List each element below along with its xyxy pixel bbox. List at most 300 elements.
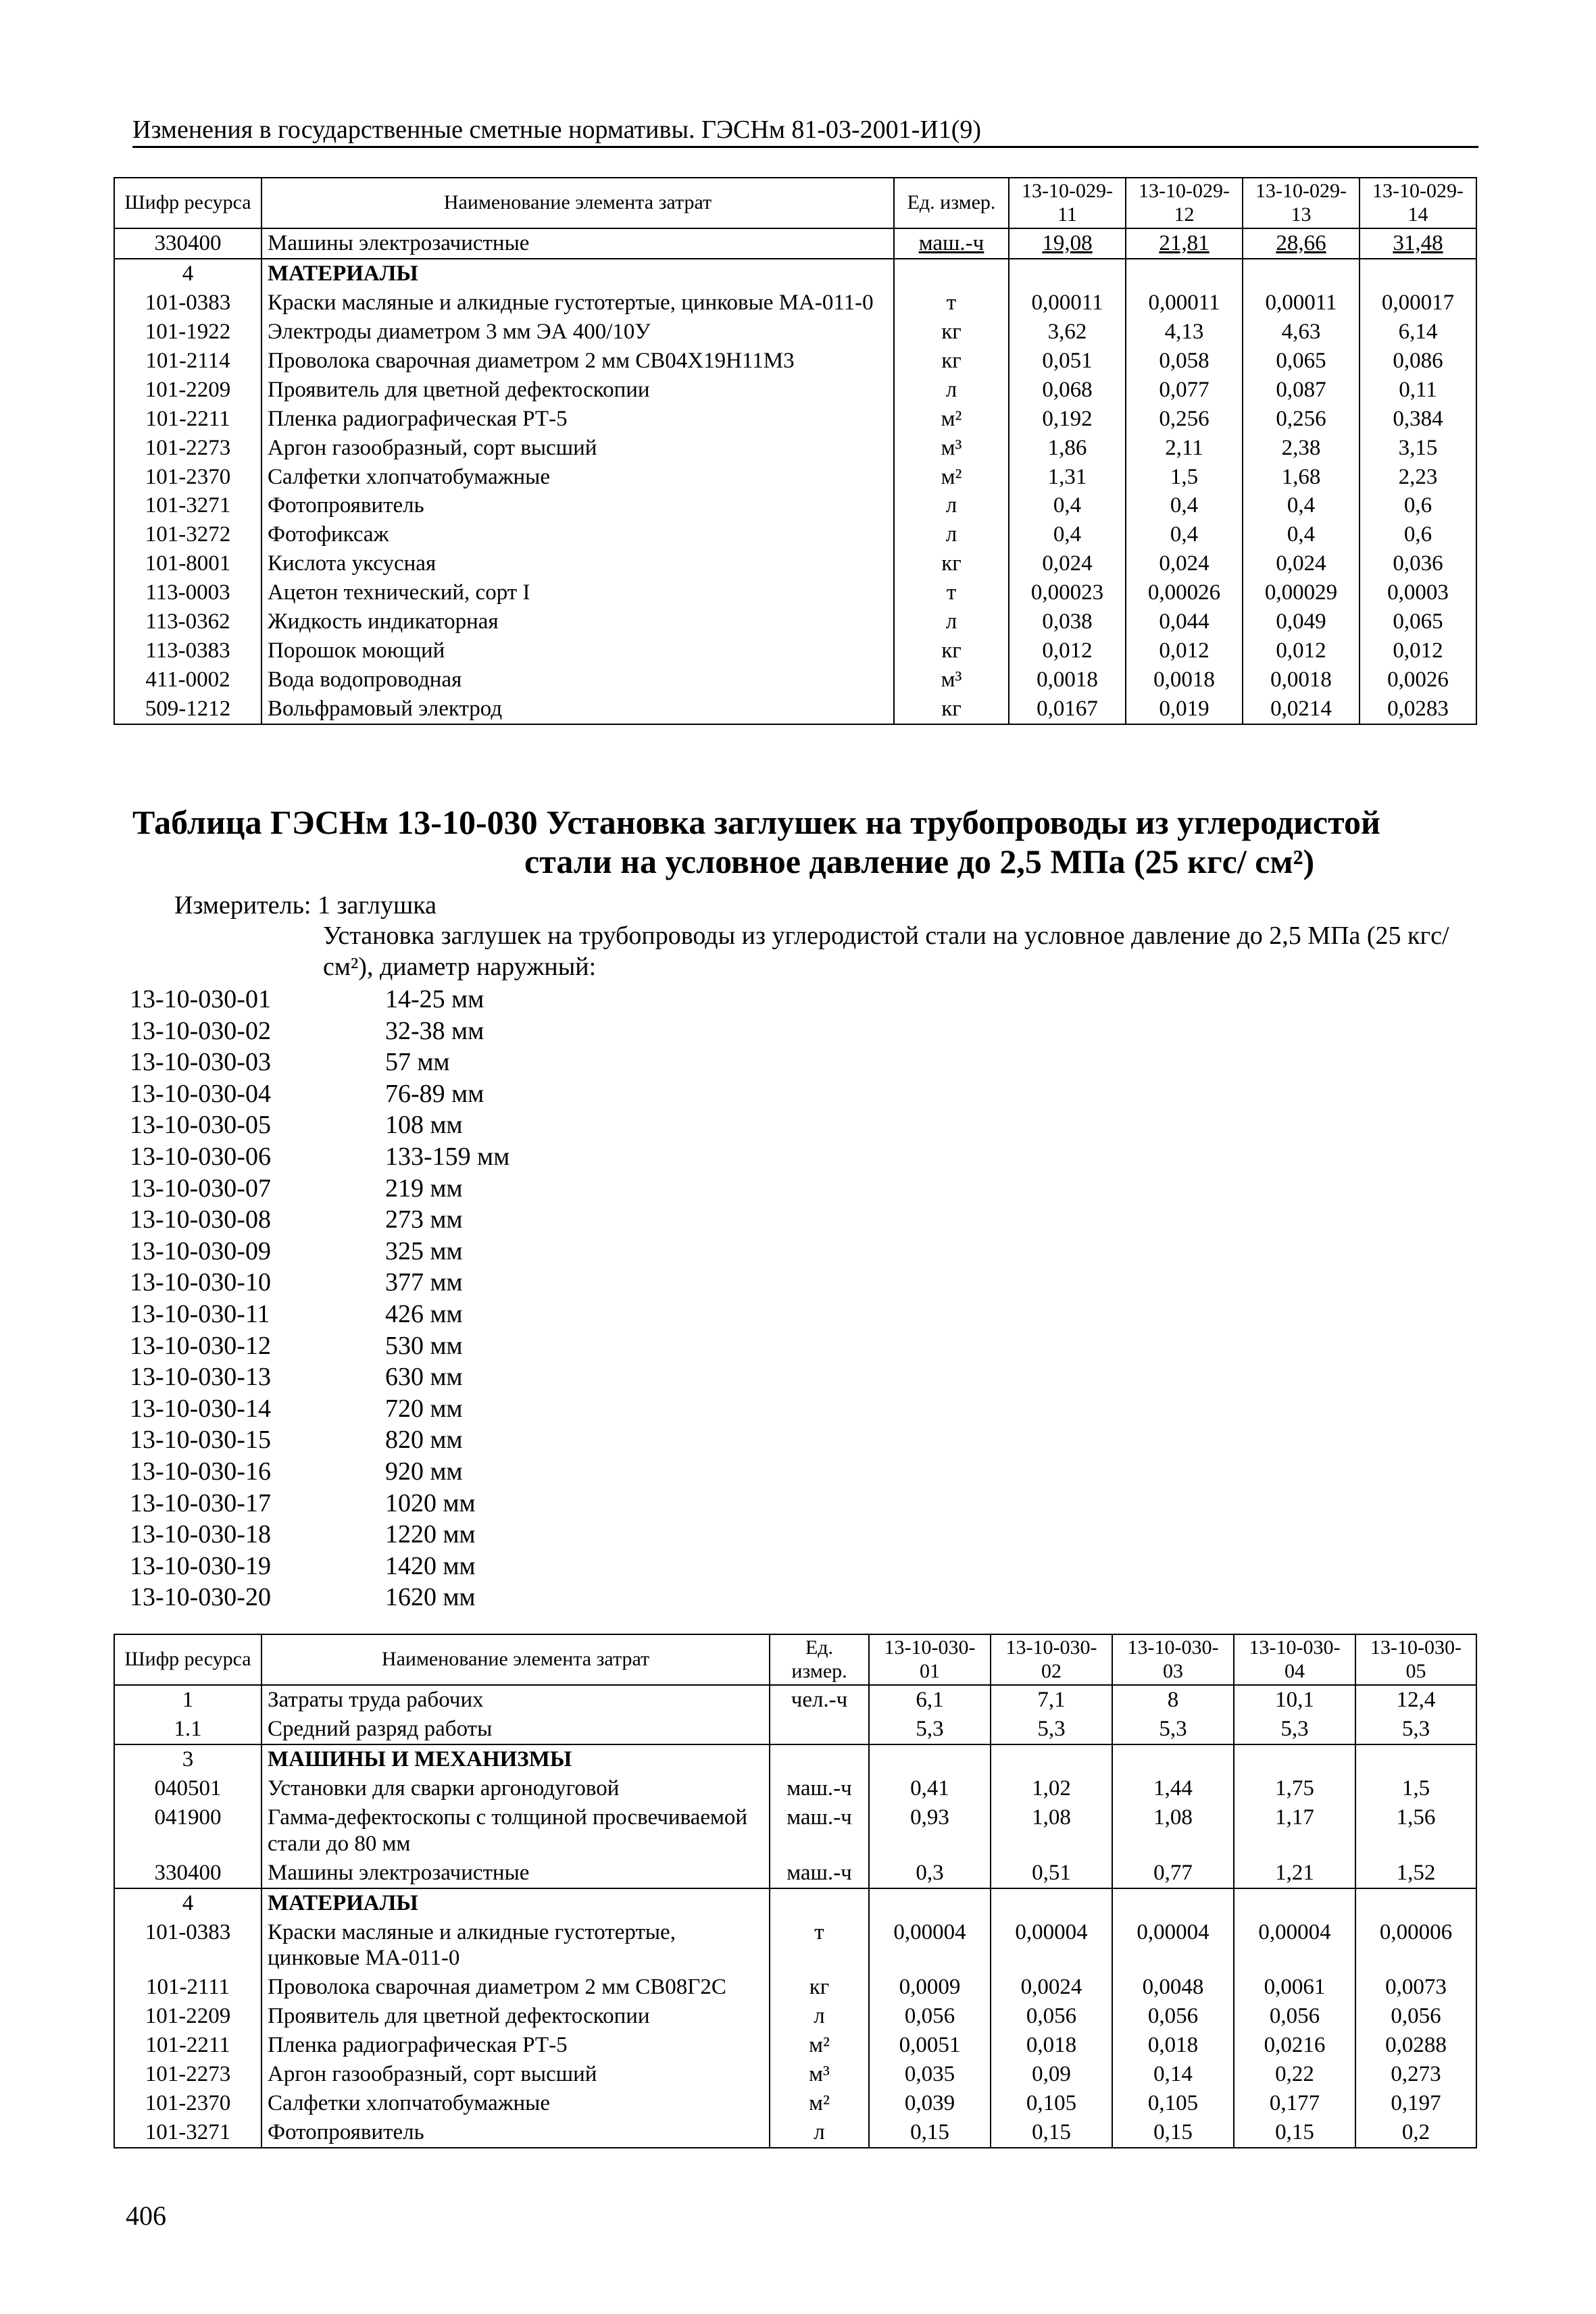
resource-name: Электроды диаметром 3 мм ЭА 400/10У — [261, 318, 894, 347]
norm-value: 0,012 — [1159, 638, 1210, 663]
unit-value: маш.-ч — [787, 1776, 852, 1801]
value-cell — [991, 1918, 1112, 1973]
value-cell — [1112, 2089, 1234, 2118]
norm-value: 1,31 — [1047, 464, 1087, 489]
resource-name: Аргон газообразный, сорт высший — [261, 2060, 770, 2089]
unit-cell — [894, 259, 1009, 288]
variant-diameter: 76-89 мм — [385, 1079, 484, 1108]
table-row — [114, 2002, 1476, 2031]
table-row — [114, 549, 1476, 578]
value-cell — [1360, 665, 1476, 695]
unit-cell — [770, 1859, 869, 1888]
value-cell — [1234, 1973, 1355, 2002]
value-cell — [869, 2089, 991, 2118]
value-cell — [1243, 520, 1360, 549]
value-cell — [1009, 288, 1126, 318]
value-cell — [1126, 695, 1243, 724]
variant-code: 13-10-030-02 — [130, 1016, 271, 1045]
value-cell — [1243, 607, 1360, 636]
norm-value: 0,00011 — [1265, 290, 1337, 315]
norm-value: 0,256 — [1159, 406, 1210, 431]
norm-value: 5,3 — [1159, 1716, 1187, 1741]
norm-value: 0,0048 — [1142, 1975, 1204, 2000]
norm-value: 0,0283 — [1387, 697, 1449, 721]
value-cell — [1243, 549, 1360, 578]
resource-name: Проволока сварочная диаметром 2 мм СВ04Х19Н11М3 — [261, 347, 894, 376]
norm-value: 1,17 — [1275, 1805, 1314, 1830]
norm-value: 0,197 — [1391, 2091, 1441, 2116]
value-cell — [1126, 578, 1243, 607]
value-cell — [1243, 491, 1360, 520]
variant-diameter: 32-38 мм — [385, 1016, 484, 1045]
table-title — [132, 803, 1389, 881]
table-row — [114, 1803, 1476, 1859]
unit-value: м³ — [941, 435, 962, 460]
resource-code: 101-2209 — [114, 376, 261, 405]
resource-code: 411-0002 — [114, 665, 261, 695]
value-cell — [1355, 1744, 1476, 1774]
value-cell — [1234, 2118, 1355, 2148]
unit-cell — [770, 1774, 869, 1803]
variant-code: 13-10-030-16 — [130, 1457, 271, 1486]
work-description: Установка заглушек на трубопроводы из углеродистой стали на условное давление до 2,5 МПа (25 кгс/ см²), диаметр наружный: — [323, 922, 1449, 981]
norm-value: 31,48 — [1393, 231, 1443, 255]
unit-value: м² — [941, 464, 962, 489]
value-cell — [1243, 434, 1360, 463]
unit-value: л — [945, 522, 957, 547]
value-cell — [991, 1774, 1112, 1803]
norm-value: 8 — [1167, 1688, 1179, 1712]
norm-value: 0,077 — [1159, 377, 1210, 402]
norm-value: 0,00004 — [1015, 1919, 1088, 1944]
variant-item — [130, 1173, 509, 1205]
value-cell — [1234, 1774, 1355, 1803]
value-cell — [1355, 1774, 1476, 1803]
unit-cell — [894, 376, 1009, 405]
value-cell — [1112, 1803, 1234, 1859]
variant-diameter: 1020 мм — [385, 1488, 476, 1517]
resource-code: 4 — [114, 1888, 261, 1918]
norm-value: 0,4 — [1170, 522, 1199, 547]
norm-value: 0,2 — [1401, 2120, 1430, 2145]
norm-value: 1,02 — [1032, 1776, 1071, 1801]
value-cell — [1355, 1918, 1476, 1973]
value-cell — [1126, 347, 1243, 376]
resource-code: 101-2370 — [114, 2089, 261, 2118]
value-cell — [869, 2002, 991, 2031]
variant-item — [130, 1330, 509, 1362]
unit-cell — [894, 578, 1009, 607]
value-cell — [1112, 2031, 1234, 2060]
variant-diameter: 133-159 мм — [385, 1142, 510, 1171]
value-cell — [1009, 549, 1126, 578]
value-cell — [1009, 665, 1126, 695]
resource-code: 330400 — [114, 228, 261, 259]
unit-value: л — [945, 493, 957, 518]
resource-code: 101-2111 — [114, 1973, 261, 2002]
value-cell — [869, 1859, 991, 1888]
resource-name: Ацетон технический, сорт I — [261, 578, 894, 607]
value-cell — [1355, 1803, 1476, 1859]
value-cell — [1009, 228, 1126, 259]
value-cell — [991, 2060, 1112, 2089]
value-cell — [1243, 665, 1360, 695]
header-col: 13-10-029-12 — [1126, 178, 1243, 228]
norm-value: 0,00004 — [1137, 1919, 1210, 1944]
resource-name: Проявитель для цветной дефектоскопии — [261, 376, 894, 405]
variant-item — [130, 1141, 509, 1173]
unit-value: маш.-ч — [787, 1860, 852, 1885]
table-row — [114, 578, 1476, 607]
norm-value: 0,51 — [1032, 1860, 1071, 1885]
variant-diameter: 14-25 мм — [385, 985, 484, 1013]
unit-value: т — [946, 580, 957, 605]
unit-cell — [894, 288, 1009, 318]
unit-cell — [770, 1715, 869, 1744]
value-cell — [991, 1744, 1112, 1774]
unit-cell — [894, 636, 1009, 665]
variant-diameter: 325 мм — [385, 1236, 463, 1265]
norm-value: 0,012 — [1393, 638, 1443, 663]
unit-value: кг — [941, 551, 962, 576]
section-row — [114, 1744, 1476, 1774]
page-number: 406 — [126, 2200, 166, 2231]
norm-value: 2,23 — [1398, 464, 1438, 489]
norm-value: 0,024 — [1159, 551, 1210, 576]
variant-item — [130, 1299, 509, 1330]
unit-cell — [770, 1803, 869, 1859]
variant-code: 13-10-030-01 — [130, 985, 271, 1013]
value-cell — [1360, 491, 1476, 520]
value-cell — [1112, 1918, 1234, 1973]
value-cell — [869, 1715, 991, 1744]
variant-item — [130, 1047, 509, 1078]
table-body — [114, 1685, 1476, 2148]
value-cell — [1112, 1744, 1234, 1774]
norm-value: 0,0214 — [1270, 697, 1332, 721]
resource-name: Краски масляные и алкидные густотертые, цинковые МА-011-0 — [261, 288, 894, 318]
value-cell — [1360, 695, 1476, 724]
value-cell — [1234, 1859, 1355, 1888]
value-cell — [1355, 1888, 1476, 1918]
value-cell — [1126, 665, 1243, 695]
header-col: 13-10-029-14 — [1360, 178, 1476, 228]
unit-cell — [770, 1685, 869, 1715]
norm-value: 1,08 — [1153, 1805, 1193, 1830]
norm-value: 0,192 — [1042, 406, 1093, 431]
unit-value: кг — [809, 1975, 830, 2000]
resource-code: 101-2209 — [114, 2002, 261, 2031]
variant-diameter: 57 мм — [385, 1048, 450, 1077]
value-cell — [1009, 347, 1126, 376]
norm-value: 0,035 — [904, 2062, 955, 2087]
table-row — [114, 318, 1476, 347]
unit-value: т — [814, 1919, 824, 1944]
variant-code: 13-10-030-04 — [130, 1079, 271, 1108]
header-col: 13-10-030-02 — [991, 1634, 1112, 1685]
norm-value: 0,15 — [1153, 2120, 1193, 2145]
value-cell — [1126, 228, 1243, 259]
norm-value: 0,0009 — [899, 1975, 961, 2000]
variant-item — [130, 1551, 509, 1582]
value-cell — [1243, 636, 1360, 665]
resource-code: 509-1212 — [114, 695, 261, 724]
norm-value: 0,273 — [1391, 2062, 1441, 2087]
value-cell — [1243, 347, 1360, 376]
norm-value: 2,11 — [1165, 435, 1203, 460]
unit-cell — [770, 1973, 869, 2002]
value-cell — [1360, 463, 1476, 492]
resource-code: 1.1 — [114, 1715, 261, 1744]
value-cell — [869, 1744, 991, 1774]
value-cell — [1243, 376, 1360, 405]
norm-value: 0,09 — [1032, 2062, 1071, 2087]
norm-value: 0,0018 — [1153, 668, 1215, 693]
unit-cell — [894, 520, 1009, 549]
header-col: 13-10-029-11 — [1009, 178, 1126, 228]
value-cell — [1360, 288, 1476, 318]
variant-code: 13-10-030-05 — [130, 1111, 271, 1140]
unit-value: кг — [941, 638, 962, 663]
value-cell — [1355, 2060, 1476, 2089]
variant-diameter: 920 мм — [385, 1457, 463, 1486]
resource-code: 101-0383 — [114, 1918, 261, 1973]
resource-code: 101-1922 — [114, 318, 261, 347]
unit-value: м² — [809, 2091, 830, 2116]
unit-cell — [894, 607, 1009, 636]
table-row — [114, 376, 1476, 405]
variant-diameter: 1220 мм — [385, 1520, 476, 1549]
norm-value: 5,3 — [1037, 1716, 1066, 1741]
norm-value: 4,63 — [1281, 319, 1321, 344]
unit-cell — [894, 549, 1009, 578]
unit-cell — [770, 1744, 869, 1774]
table-title-line2: стали на условное давление до 2,5 МПа (25 кгс/ см²) — [524, 842, 1315, 880]
norm-value: 6,1 — [916, 1688, 944, 1712]
value-cell — [1355, 1715, 1476, 1744]
norm-value: 1,75 — [1275, 1776, 1314, 1801]
table-row — [114, 665, 1476, 695]
table-row — [114, 1973, 1476, 2002]
norm-value: 0,056 — [1147, 2004, 1199, 2029]
variant-item — [130, 1078, 509, 1110]
value-cell — [991, 2031, 1112, 2060]
norm-value: 0,019 — [1159, 697, 1210, 721]
variant-item — [130, 1204, 509, 1236]
variant-item — [130, 1236, 509, 1267]
value-cell — [1009, 318, 1126, 347]
header-col: 13-10-030-01 — [869, 1634, 991, 1685]
resource-code: 3 — [114, 1744, 261, 1774]
norm-value: 0,77 — [1153, 1860, 1193, 1885]
value-cell — [1243, 288, 1360, 318]
norm-value: 0,00004 — [1258, 1919, 1331, 1944]
unit-cell — [894, 347, 1009, 376]
value-cell — [1243, 228, 1360, 259]
resource-code: 101-8001 — [114, 549, 261, 578]
table-row — [114, 1918, 1476, 1973]
header-name: Наименование элемента затрат — [261, 1634, 770, 1685]
value-cell — [991, 1973, 1112, 2002]
variant-item — [130, 1015, 509, 1047]
value-cell — [1234, 1918, 1355, 1973]
unit-cell — [894, 228, 1009, 259]
value-cell — [1009, 259, 1126, 288]
resource-code: 101-2211 — [114, 405, 261, 434]
resource-name: Фотофиксаж — [261, 520, 894, 549]
variant-item — [130, 1393, 509, 1425]
value-cell — [1360, 405, 1476, 434]
unit-value: кг — [941, 319, 962, 344]
table-row — [114, 636, 1476, 665]
value-cell — [991, 2118, 1112, 2148]
table-row — [114, 607, 1476, 636]
norm-value: 0,056 — [904, 2004, 955, 2029]
norm-value: 0,044 — [1159, 609, 1210, 634]
table-row — [114, 1685, 1476, 1715]
variant-diameter: 426 мм — [385, 1299, 463, 1328]
value-cell — [1112, 1715, 1234, 1744]
resource-code: 101-3271 — [114, 491, 261, 520]
unit-cell — [894, 318, 1009, 347]
value-cell — [991, 2002, 1112, 2031]
unit-value: кг — [941, 697, 962, 721]
value-cell — [1243, 405, 1360, 434]
norm-value: 0,056 — [1026, 2004, 1077, 2029]
value-cell — [1355, 1685, 1476, 1715]
header-unit: Ед. измер. — [770, 1634, 869, 1685]
table-row — [114, 434, 1476, 463]
norm-value: 0,105 — [1147, 2091, 1199, 2116]
value-cell — [1126, 318, 1243, 347]
table-row — [114, 1715, 1476, 1744]
variant-item — [130, 1267, 509, 1299]
unit-cell — [770, 1918, 869, 1973]
resource-name: Салфетки хлопчатобумажные — [261, 463, 894, 492]
norm-value: 0,012 — [1042, 638, 1093, 663]
value-cell — [1360, 520, 1476, 549]
value-cell — [1355, 2118, 1476, 2148]
header-col: 13-10-030-03 — [1112, 1634, 1234, 1685]
resource-code: 113-0362 — [114, 607, 261, 636]
section-row — [114, 1888, 1476, 1918]
variant-item — [130, 1582, 509, 1613]
value-cell — [1126, 491, 1243, 520]
table-row — [114, 1774, 1476, 1803]
value-cell — [1360, 376, 1476, 405]
norm-value: 0,4 — [1287, 522, 1316, 547]
value-cell — [1112, 2118, 1234, 2148]
value-cell — [1112, 1774, 1234, 1803]
norm-value: 0,0026 — [1387, 668, 1449, 693]
value-cell — [1126, 549, 1243, 578]
value-cell — [1243, 318, 1360, 347]
value-cell — [1112, 1685, 1234, 1715]
norm-value: 0,0003 — [1387, 580, 1449, 605]
section-title: МАТЕРИАЛЫ — [261, 259, 894, 288]
norm-value: 0,0051 — [899, 2033, 961, 2058]
value-cell — [991, 1685, 1112, 1715]
variant-item — [130, 1109, 509, 1141]
unit-value: л — [814, 2004, 825, 2029]
value-cell — [1355, 2089, 1476, 2118]
resource-code: 330400 — [114, 1859, 261, 1888]
value-cell — [1360, 578, 1476, 607]
unit-value: кг — [941, 348, 962, 373]
resource-name: Машины электрозачистные — [261, 1859, 770, 1888]
value-cell — [1243, 259, 1360, 288]
value-cell — [869, 2060, 991, 2089]
value-cell — [1360, 347, 1476, 376]
norm-value: 0,086 — [1393, 348, 1443, 373]
resource-name: Салфетки хлопчатобумажные — [261, 2089, 770, 2118]
unit-value: л — [814, 2120, 825, 2145]
unit-cell — [894, 491, 1009, 520]
norm-value: 0,065 — [1393, 609, 1443, 634]
norm-value: 0,0024 — [1020, 1975, 1082, 2000]
variant-diameter: 530 мм — [385, 1331, 463, 1360]
variant-code: 13-10-030-13 — [130, 1363, 271, 1392]
resource-code: 101-0383 — [114, 288, 261, 318]
header-unit: Ед. измер. — [894, 178, 1009, 228]
variant-code: 13-10-030-17 — [130, 1488, 271, 1517]
norm-value: 0,4 — [1287, 493, 1316, 518]
norm-value: 0,93 — [910, 1805, 949, 1830]
resource-name: Пленка радиографическая РТ-5 — [261, 405, 894, 434]
norm-value: 0,00004 — [893, 1919, 966, 1944]
table-row — [114, 405, 1476, 434]
resource-code: 101-2211 — [114, 2031, 261, 2060]
resource-name: Средний разряд работы — [261, 1715, 770, 1744]
value-cell — [1009, 491, 1126, 520]
value-cell — [1360, 607, 1476, 636]
value-cell — [1243, 578, 1360, 607]
norm-value: 0,0018 — [1037, 668, 1098, 693]
value-cell — [1243, 463, 1360, 492]
variant-diameter: 1420 мм — [385, 1551, 476, 1580]
norm-value: 12,4 — [1396, 1688, 1436, 1712]
norm-value: 0,012 — [1276, 638, 1326, 663]
variant-item — [130, 1361, 509, 1393]
norm-value: 0,058 — [1159, 348, 1210, 373]
value-cell — [869, 1918, 991, 1973]
unit-value: маш.-ч — [918, 231, 984, 255]
norm-value: 1,44 — [1153, 1776, 1193, 1801]
norm-value: 1,21 — [1275, 1860, 1314, 1885]
resource-name: Затраты труда рабочих — [261, 1685, 770, 1715]
table-header-row — [114, 1634, 1476, 1685]
value-cell — [1355, 1973, 1476, 2002]
variant-diameter: 1620 мм — [385, 1583, 476, 1612]
norm-value: 0,105 — [1026, 2091, 1077, 2116]
table-title-line1: Таблица ГЭСНм 13-10-030 Установка заглушек на трубопроводы из углеродистой — [132, 803, 1380, 841]
value-cell — [1126, 463, 1243, 492]
norm-value: 0,14 — [1153, 2062, 1193, 2087]
norm-value: 3,62 — [1047, 319, 1087, 344]
running-header: Изменения в государственные сметные нормативы. ГЭСНм 81-03-2001-И1(9) — [132, 115, 1478, 148]
norm-value: 0,15 — [1275, 2120, 1314, 2145]
variant-item — [130, 1519, 509, 1551]
norm-value: 4,13 — [1164, 319, 1204, 344]
value-cell — [869, 1803, 991, 1859]
resource-code: 101-2273 — [114, 2060, 261, 2089]
value-cell — [1355, 2002, 1476, 2031]
norm-value: 0,256 — [1276, 406, 1326, 431]
norm-value: 1,56 — [1396, 1805, 1436, 1830]
variant-code: 13-10-030-03 — [130, 1048, 271, 1077]
variant-code: 13-10-030-07 — [130, 1174, 271, 1203]
norm-value: 0,049 — [1276, 609, 1326, 634]
